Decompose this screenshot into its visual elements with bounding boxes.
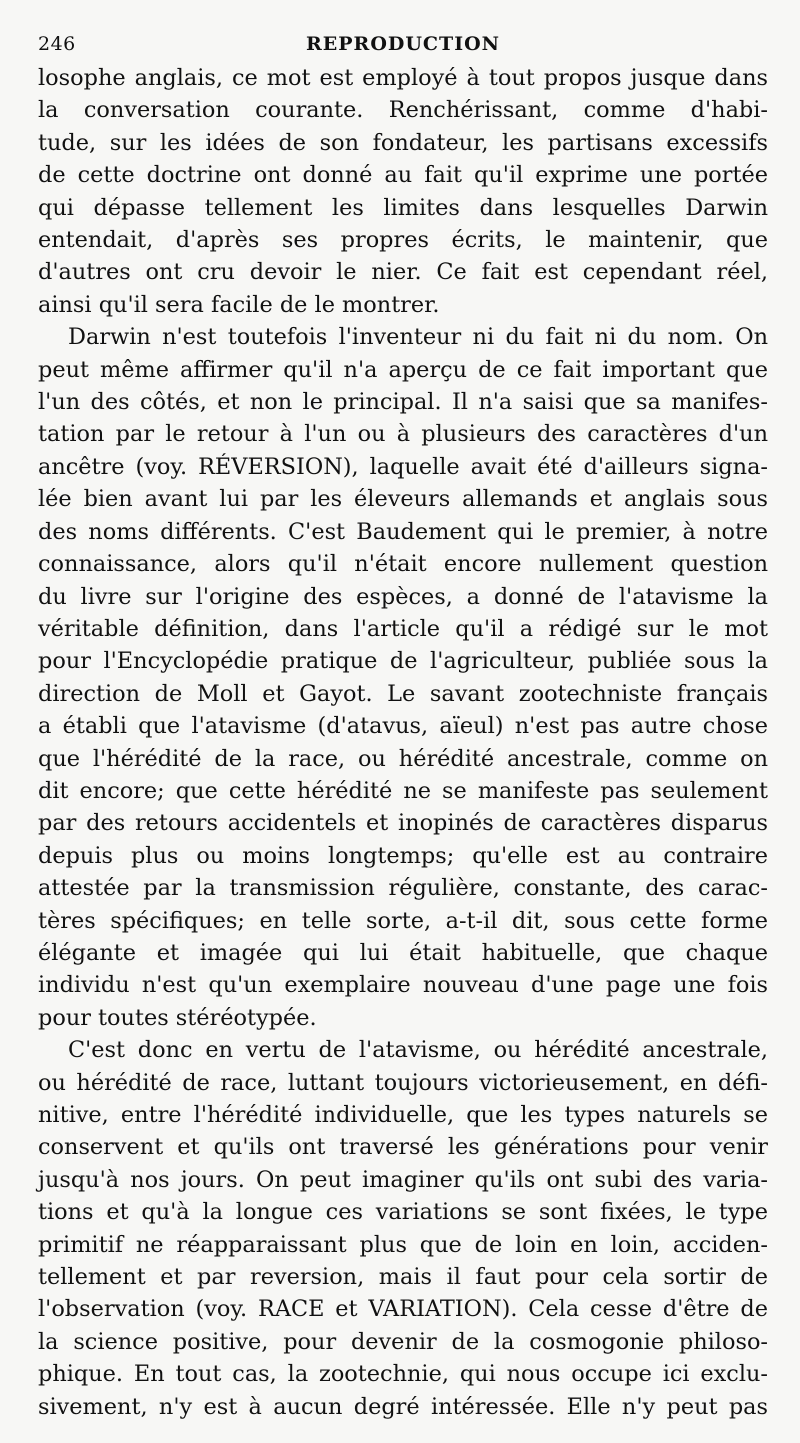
text-line: d'autres ont cru devoir le nier. Ce fait est cependant réel, (38, 259, 768, 286)
text-line: par des retours accidentels et inopinés de caractères disparus (38, 810, 768, 837)
text-line: conservent et qu'ils ont traversé les générations pour venir (38, 1134, 768, 1161)
text-line: nitive, entre l'hérédité individuelle, que les types naturels se (38, 1102, 768, 1128)
text-line: lée bien avant lui par les éleveurs allemands et anglais sous (38, 486, 768, 513)
text-line: tude, sur les idées de son fondateur, les partisans excessifs (38, 129, 768, 156)
text-line: attestée par la transmission régulière, constante, des carac- (38, 875, 768, 902)
text-line: la conversation courante. Renchérissant, comme d'habi- (38, 97, 768, 124)
text-line: ainsi qu'il sera facile de le montrer. (38, 291, 440, 318)
text-line: l'un des côtés, et non le principal. Il n'a saisi que sa manifes- (38, 389, 768, 416)
text-line: dit encore; que cette hérédité ne se manifeste pas seulement (38, 777, 768, 804)
text-line: a établi que l'atavisme (d'atavus, aïeul) n'est pas autre chose (38, 713, 768, 740)
text-line: de cette doctrine ont donné au fait qu'il exprime une portée (38, 162, 768, 189)
text-line: connaissance, alors qu'il n'était encore nullement question (38, 551, 768, 578)
text-line: qui dépasse tellement les limites dans lesquelles Darwin (38, 194, 768, 221)
text-line: que l'hérédité de la race, ou hérédité ancestrale, comme on (38, 745, 768, 772)
text-line: jusqu'à nos jours. On peut imaginer qu'ils ont subi des varia- (38, 1166, 768, 1193)
text-line: losophe anglais, ce mot est employé à tout propos jusque dans (38, 65, 768, 91)
text-line: des noms différents. C'est Baudement qui le premier, à notre (38, 518, 768, 545)
paragraph-2 (38, 321, 768, 1034)
body-text (38, 62, 768, 1423)
text-line: tation par le retour à l'un ou à plusieurs des caractères d'un (38, 421, 768, 448)
text-line: peut même affirmer qu'il n'a aperçu de ce fait important que (38, 356, 768, 383)
text-line: tères spécifiques; en telle sorte, a-t-il dit, sous cette forme (38, 907, 768, 934)
text-line: C'est donc en vertu de l'atavisme, ou hérédité ancestrale, (68, 1037, 768, 1064)
text-line: du livre sur l'origine des espèces, a donné de l'atavisme la (38, 583, 768, 610)
text-line: tions et qu'à la longue ces variations se sont fixées, le type (38, 1199, 768, 1226)
text-line: élégante et imagée qui lui était habituelle, que chaque (38, 939, 768, 966)
text-line: Darwin n'est toutefois l'inventeur ni du fait ni du nom. On (68, 324, 768, 351)
text-line: pour toutes stéréotypée. (38, 1004, 317, 1031)
text-line: véritable définition, dans l'article qu'il a rédigé sur le mot (38, 615, 768, 642)
text-line: ou hérédité de race, luttant toujours victorieusement, en défi- (38, 1069, 768, 1096)
paragraph-3 (38, 1034, 768, 1423)
running-title: REPRODUCTION (305, 33, 500, 55)
running-head (38, 26, 768, 62)
text-line: individu n'est qu'un exemplaire nouveau d'une page une fois (38, 972, 768, 999)
text-line: phique. En tout cas, la zootechnie, qui nous occupe ici exclu- (38, 1361, 768, 1388)
text-line: direction de Moll et Gayot. Le savant zootechniste français (38, 680, 768, 707)
text-line: entendait, d'après ses propres écrits, le maintenir, que (38, 227, 768, 254)
text-line: sivement, n'y est à aucun degré intéressée. Elle n'y peut pas (38, 1393, 768, 1420)
text-line: la science positive, pour devenir de la cosmogonie philoso- (38, 1328, 768, 1355)
text-line: tellement et par reversion, mais il faut pour cela sortir de (38, 1264, 768, 1291)
paragraph-1 (38, 62, 768, 321)
text-line: depuis plus ou moins longtemps; qu'elle est au contraire (38, 842, 768, 869)
text-line: l'observation (voy. RACE et VARIATION). Cela cesse d'être de (38, 1296, 768, 1323)
text-line: primitif ne réapparaissant plus que de loin en loin, acciden- (38, 1231, 768, 1258)
text-line: pour l'Encyclopédie pratique de l'agriculteur, publiée sous la (38, 648, 768, 675)
text-line: ancêtre (voy. RÉVERSION), laquelle avait été d'ailleurs signa- (38, 453, 768, 480)
page-number: 246 (38, 33, 76, 55)
